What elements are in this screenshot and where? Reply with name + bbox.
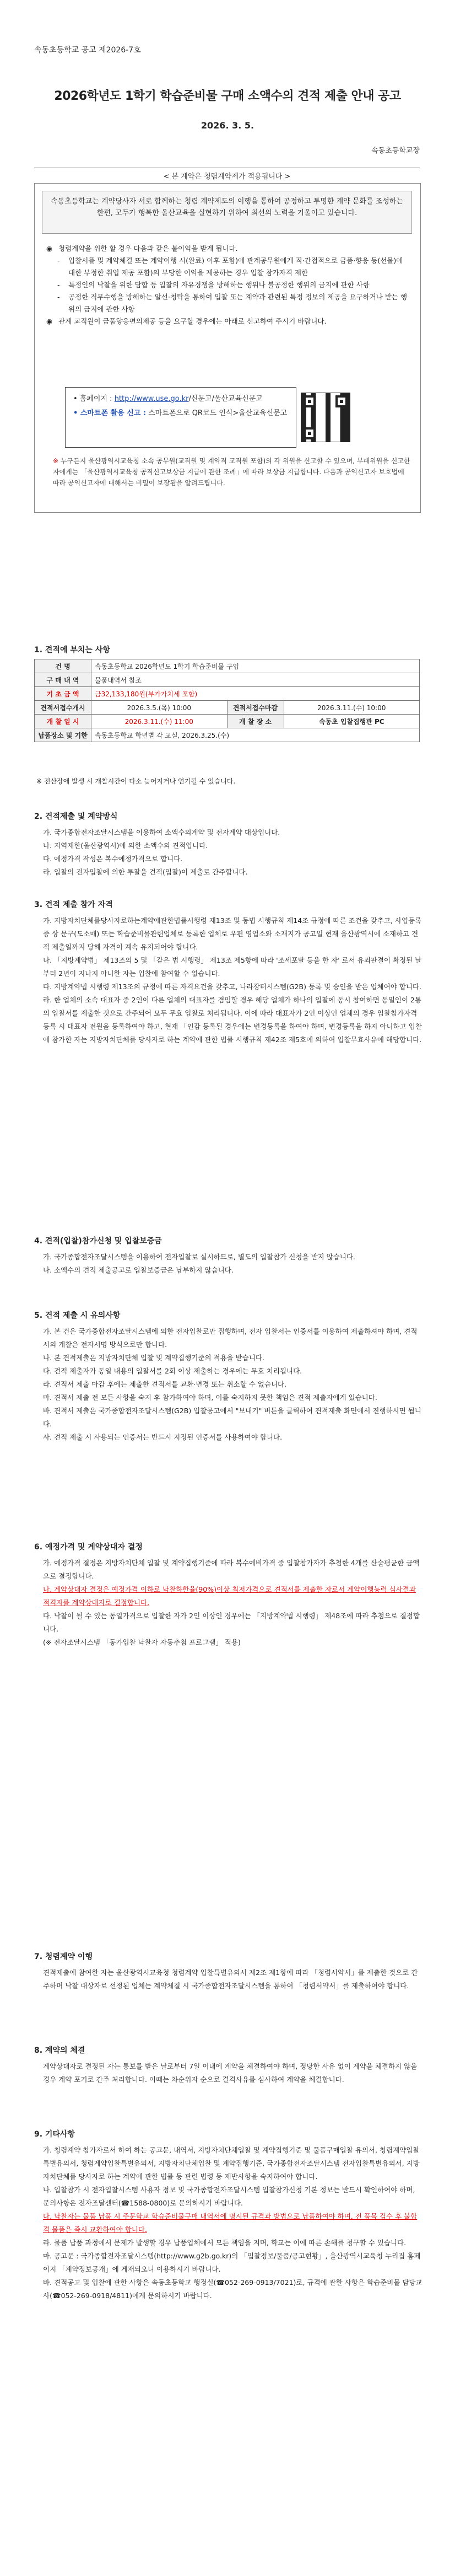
section-3-title: 3. 견적 제출 참가 자격 <box>34 900 113 909</box>
dash-icon: - <box>57 281 60 289</box>
bullet-icon: ◉ <box>46 244 52 253</box>
section-line: 바. 견적서 제출은 국가종합전자조달시스템(G2B) 입찰공고에서 "보내기" 버튼을 클릭하여 견적제출 화면에서 진행하시면 됩니다. <box>43 1407 421 1428</box>
section-line: 사. 견적 제출 시 사용되는 인증서는 반드시 지정된 인증서를 사용하여야 합니다. <box>43 1433 283 1441</box>
section-5-title: 5. 견적 제출 시 유의사항 <box>34 1311 121 1320</box>
section-2-title: 2. 견적제출 및 계약방식 <box>34 812 118 821</box>
section-line: 다. 낙찰자는 물품 납품 시 주문학교 학습준비물구매 내역서에 명시된 규격과 방법으로 납품하여야 하며, 전 품목 검수 후 불합격 물품은 즉시 교환하여야 합니다. <box>43 2212 418 2234</box>
homepage-link[interactable]: http://www.use.go.kr <box>114 395 189 403</box>
section-8-body <box>43 2060 423 2086</box>
homepage-path: /신문고/울산교육신문고 <box>188 395 263 403</box>
cell-value: 물품내역서 참조 <box>91 673 420 687</box>
table-note: ※ 전산장애 발생 시 개찰시간이 다소 늦어지거나 연기될 수 있습니다. <box>36 777 236 785</box>
notice-number: 속동초등학교 공고 제2026-7호 <box>34 46 141 55</box>
rule-item <box>46 279 411 291</box>
report-channels-box <box>65 387 296 448</box>
rule-text: 공정한 직무수행을 방해하는 알선·청탁을 통하여 입찰 또는 계약과 관련된 특정 정보의 제공을 요구하거나 받는 행위의 금지에 관한 사항 <box>68 293 408 313</box>
notice-date: 2026. 3. 5. <box>201 120 254 131</box>
homepage-label: • 홈페이지 : <box>73 395 112 403</box>
cell-label: 납품장소 및 기한 <box>35 728 91 742</box>
cell-label: 견적서접수개시 <box>35 701 91 715</box>
section-6-title: 6. 예정가격 및 계약상대자 결정 <box>34 1543 143 1552</box>
rule-text: 입찰서를 및 계약체결 또는 계약이행 시(완료) 이후 포함)에 관계공무원에게 직·간접적으로 금품·향응 등(선물)에 대한 부정한 취업 제공 포함)의 부당한 이익을 제공하는 경우 입찰 참가자격 제한 <box>68 256 403 277</box>
cell-label: 개 찰 장 소 <box>227 715 284 728</box>
whistleblower-notice <box>53 455 411 489</box>
cell-value: 2026.3.5.(목) 10:00 <box>91 701 228 715</box>
cell-value: 속동초등학교 2026학년도 1학기 학습준비물 구입 <box>91 659 420 673</box>
cell-label: 기 초 금 액 <box>35 687 91 701</box>
section-9-body <box>43 2144 423 2303</box>
table-row <box>35 673 420 687</box>
section-line: 나. 지역제한(울산광역시)에 의한 소액수의 견적입니다. <box>43 841 208 850</box>
cell-value: 속동초 입찰집행관 PC <box>284 715 420 728</box>
section-3-body <box>43 914 423 1046</box>
cell-label: 구 매 내 역 <box>35 673 91 687</box>
bullet-icon: ◉ <box>46 317 52 325</box>
table-row <box>35 715 420 728</box>
smartphone-text: 스마트폰으로 QR코드 인식>울산교육신문고 <box>148 409 288 417</box>
table-row <box>35 659 420 673</box>
section-line: 가. 국가종합전자조달시스템을 이용하여 소액수의계약 및 전자계약 대상입니다. <box>43 828 280 836</box>
whistleblower-text: 누구든지 울산광역시교육청 소속 공무원(교직원 및 계약직 교직원 포함)의 각 위원을 신고할 수 있으며, 부패위원을 신고한 자에게는 「울산광역시교육청 공직신고보상금 지급에 관한 조례」에 따라 보상금 지급합니다. 다음과 공익신고자 보호법에 따라 공익신고자에 대해서는 비밀이 보장됨을 알려드립니다. <box>53 457 410 487</box>
section-line: 나. 「지방계약법」 제13조의 5 및 「같은 법 시행령」 제13조 제5항에 따라 '조세포탈 등을 한 자' 로서 유죄판결이 확정된 날부터 2년이 지나지 아니한 자는 입찰에 참여할 수 없습니다. <box>43 956 422 978</box>
homepage-report-line <box>73 392 288 406</box>
integrity-intro-box: 속동초등학교는 계약당사자 서로 함께하는 청렴 계약제도의 이행을 통하여 공정하고 투명한 계약 문화를 조성하는 한편, 모두가 행복한 울산교육을 실현하기 위하여 최선의 노력을 기울이고 있습니다. <box>42 191 412 234</box>
section-line: 나. 본 견적제출은 지방자치단체 입찰 및 계약집행기준의 적용을 받습니다. <box>43 1354 264 1362</box>
rule-item <box>46 291 411 315</box>
bid-info-table <box>34 659 420 742</box>
rule-text: 청렴계약을 위한 할 경우 다음과 같은 불이익을 받게 됩니다. <box>58 244 238 253</box>
qr-code-icon[interactable] <box>301 393 350 442</box>
section-line: 라. 견적서 제출 마감 후에는 제출한 견적서를 교환·변경 또는 취소할 수 없습니다. <box>43 1380 287 1388</box>
section-line: 나. 입찰참가 시 전자입찰시스템 사용자 정보 및 국가종합전자조달시스템 입찰참가신청 기본 정보는 반드시 확인하여야 하며, 문의사항은 전자조달센터(☎1588-0800)로 문의하시기 바랍니다. <box>43 2186 415 2207</box>
dash-icon: - <box>57 256 60 265</box>
smartphone-report-line <box>73 406 288 421</box>
table-row <box>35 701 420 715</box>
section-7-title: 7. 청렴계약 이행 <box>34 1952 93 1961</box>
cell-label: 건 명 <box>35 659 91 673</box>
table-row <box>35 728 420 742</box>
smartphone-label: • 스마트폰 활용 신고 : <box>73 409 147 417</box>
section-line: 가. 예정가격 결정은 지방자치단체 입찰 및 계약집행기준에 따라 복수예비가격 중 입찰참가자가 추첨한 4개를 산술평균한 금액으로 결정합니다. <box>43 1559 420 1580</box>
rule-text: 특정인의 낙찰을 위한 담합 등 입찰의 자유경쟁을 방해하는 행위나 불공정한 행위의 금지에 관한 사항 <box>68 281 370 289</box>
rule-text: 관계 교직원이 금품향응편의제공 등을 요구할 경우에는 아래로 신고하여 주시기 바랍니다. <box>58 317 327 325</box>
issuing-org: 속동초등학교장 <box>371 147 420 155</box>
cell-value: 2026.3.11.(수) 11:00 <box>91 715 228 728</box>
rule-item <box>46 243 411 255</box>
cell-value: 속동초등학교 학년별 각 교실, 2026.3.25.(수) <box>91 728 420 742</box>
section-line: 다. 견적 제출자가 동일 내용의 입찰서를 2회 이상 제출하는 경우에는 무효 처리됩니다. <box>43 1367 302 1375</box>
section-4-body <box>43 1251 423 1277</box>
section-1-title: 1. 견적에 부치는 사항 <box>34 646 110 654</box>
section-line: 라. 물품 납품 과정에서 문제가 발생할 경우 납품업체에서 모든 책임을 지며, 학교는 이에 따른 손해를 청구할 수 있습니다. <box>43 2239 407 2247</box>
note-mark-icon: ※ <box>53 457 59 465</box>
section-8-title: 8. 계약의 체결 <box>34 2046 85 2055</box>
section-text: 견적제출에 참여한 자는 울산광역시교육청 청렴계약 입찰특별유의서 제2조 제1항에 따라 「청렴서약서」를 제출한 것으로 간주하며 낙찰 대상자로 선정된 업체는 계약체결 시 국가종합전자조달시스템을 통하여 「청렴서약서」를 제출하여야 합니다. <box>43 1968 418 1990</box>
section-5-body <box>43 1325 423 1444</box>
section-line: 가. 본 건은 국가종합전자조달시스템에 의한 전자입찰로만 집행하며, 전자 입찰서는 인증서를 이용하여 제출하셔야 하며, 견적서의 개찰은 전자서명 방식으로만 합니다. <box>43 1327 418 1349</box>
section-6-body <box>43 1557 423 1649</box>
section-line: 마. 공고문 : 국가종합전자조달시스템(http://www.g2b.go.kr)의 「입찰정보/물품/공고현황」, 울산광역시교육청 누리집 홈페이지 「계약정보공개」에 게재되오니 이용하시기 바랍니다. <box>43 2252 421 2273</box>
section-line: 다. 예정가격 작성은 복수예정가격으로 합니다. <box>43 855 183 863</box>
page-title: 2026학년도 1학기 학습준비물 구매 소액수의 견적 제출 안내 공고 <box>54 89 401 103</box>
dash-icon: - <box>57 293 60 301</box>
rule-item <box>46 315 411 328</box>
section-4-title: 4. 견적(입찰)참가신청 및 입찰보증금 <box>34 1237 162 1246</box>
section-line: 나. 소액수의 견적 제출공고로 입찰보증금은 납부하지 않습니다. <box>43 1266 234 1274</box>
integrity-rules-list <box>46 243 411 328</box>
section-line: 라. 입찰의 전자입찰에 의한 투찰을 견적(입찰)이 제출로 간주합니다. <box>43 868 248 876</box>
section-line: 나. 계약상대자 결정은 예정가격 이하로 낙찰하한율(90%)이상 최저가격으로 견적서를 제출한 자로서 계약이행능력 심사결과 적격자를 계약상대자로 결정합니다. <box>43 1585 416 1607</box>
section-line: 마. 견적서 제출 전 모든 사항을 숙지 후 참가하여야 하며, 이를 숙지하지 못한 책임은 견적 제출자에게 있습니다. <box>43 1393 377 1402</box>
section-line: 가. 국가종합전자조달시스템을 이용하여 전자입찰로 실시하므로, 별도의 입찰참가 신청을 받지 않습니다. <box>43 1253 355 1261</box>
table-row <box>35 687 420 701</box>
section-9-title: 9. 기타사항 <box>34 2130 75 2139</box>
cell-value: 2026.3.11.(수) 10:00 <box>284 701 420 715</box>
integrity-contract-heading: < 본 계약은 청렴계약제가 적용됩니다 > <box>34 168 420 184</box>
section-line: 다. 지방계약법 시행령 제13조의 규정에 따른 자격요건을 갖추고, 나라장터시스템(G2B) 등록 및 승인을 받은 업체여야 합니다. <box>43 983 421 991</box>
section-text: 계약상대자로 결정된 자는 통보를 받은 날로부터 7일 이내에 계약을 체결하여야 하며, 정당한 사유 없이 계약을 체결하지 않을 경우 계약 포기로 간주 처리합니다. 이때는 차순위자 순으로 결격사유를 심사하여 계약을 체결합니다. <box>43 2062 418 2084</box>
section-line: 라. 한 업체의 소속 대표자 중 2인이 다른 업체의 대표자를 겸임할 경우 해당 업체가 하나의 입찰에 동시 참여하면 동일인이 2통의 입찰서를 제출한 것으로 간주되어 모두 무효 입찰로 처리됩니다. 이에 따라 대표자가 2인 이상인 업체의 경우 입찰참가자격 등록 시 대표자 전원을 등록하여야 하고, 현재 「인감 등록된 경우에는 변경등록을 하여야 하며, 변경등록을 하지 아니하고 입찰에 참가한 자는 지방자치단체를 당사자로 하는 계약에 관한 법률 시행규칙 제42조 제5호에 의하여 입찰무효사유에 해당합니다. <box>43 996 422 1044</box>
rule-item <box>46 255 411 279</box>
section-7-body <box>43 1966 423 1993</box>
section-line: 바. 견적공고 및 입찰에 관한 사항은 속동초등학교 행정실(☎052-269-0913/7021)로, 규격에 관한 사항은 학습준비물 담당교사(☎052-269-0918/4811)에게 문의하시기 바랍니다. <box>43 2278 422 2300</box>
section-line: 다. 낙찰이 될 수 있는 동일가격으로 입찰한 자가 2인 이상인 경우에는 「지방계약법 시행령」 제48조에 따라 추첨으로 결정합니다. <box>43 1612 420 1633</box>
section-line: (※ 전자조달시스템 「동가입찰 낙찰자 자동추첨 프로그램」 적용) <box>43 1638 241 1646</box>
cell-label: 견적서접수마감 <box>227 701 284 715</box>
section-2-body <box>43 826 423 879</box>
section-line: 가. 지방자치단체를당사자로하는계약에관한법률시행령 제13조 및 동법 시행규칙 제14조 규정에 따른 조건을 갖추고, 사업등록증 상 문구(도소매) 또는 학습준비물관련업체로 등록한 업체로 우편 영업소와 소재지가 공고일 현재 울산광역시에 소재하고 견적 제출일까지 당해 자격이 계속 유지되어야 합니다. <box>43 916 422 951</box>
cell-value: 금32,133,180원(부가가치세 포함) <box>91 687 420 701</box>
section-line: 가. 청렴계약 참가자로서 하여 하는 공고문, 내역서, 지방자치단체입찰 및 계약집행기준 및 물품구매입찰 유의서, 청렴계약입찰특별유의서, 청렴계약입찰특별유의서, 지방자치단체입찰 및 계약집행기준, 국가종합전자조달시스템 전자입찰특별유의서, 지방자치단체를 당사자로 하는 계약에 관한 법률 등 관련 법령 등 제반사항을 숙지하여야 합니다. <box>43 2146 420 2181</box>
cell-label: 개 찰 일 시 <box>35 715 91 728</box>
